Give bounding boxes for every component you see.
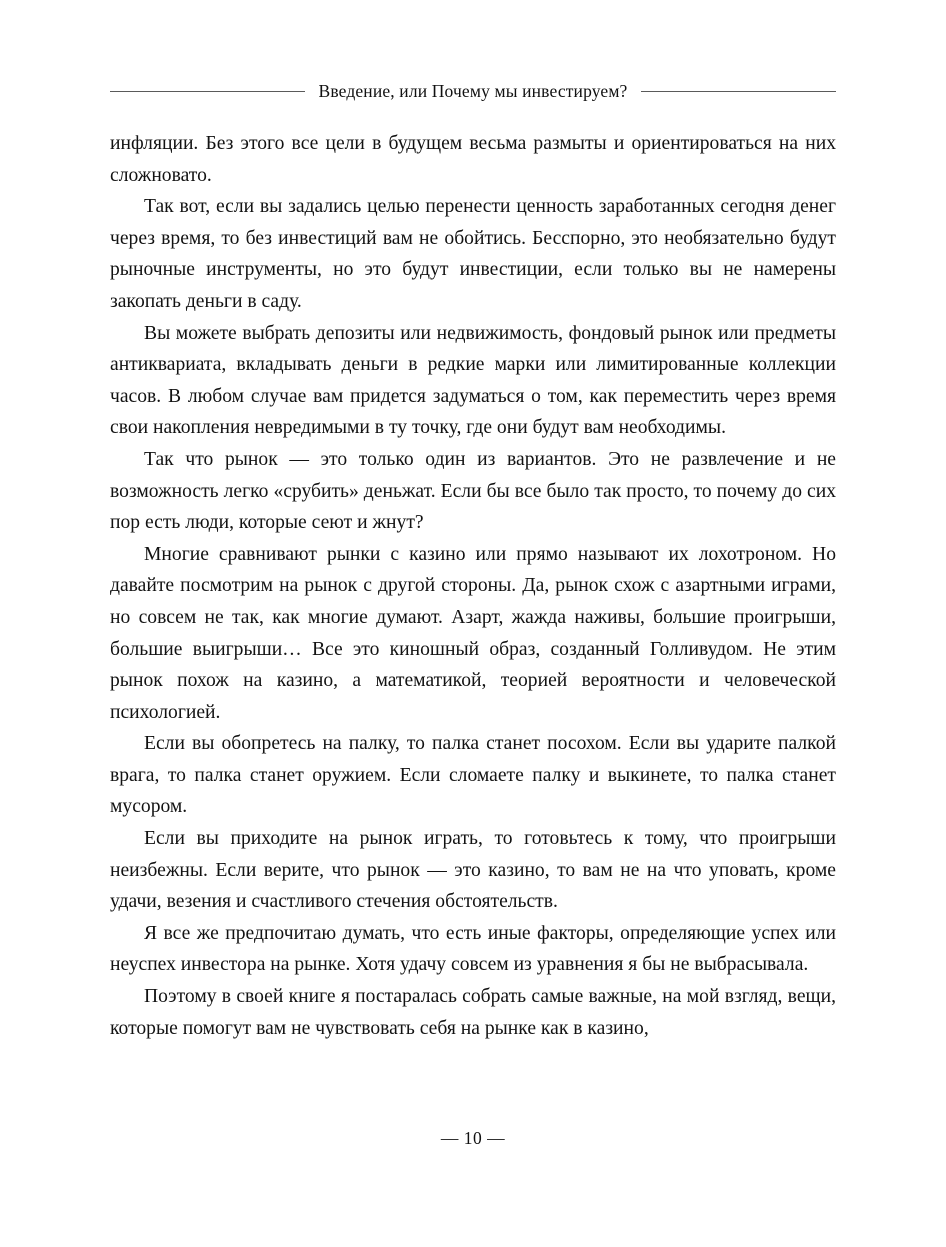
page-body bbox=[110, 128, 836, 1044]
body-paragraph: Поэтому в своей книге я постаралась собрать самые важные, на мой взгляд, вещи, которые помогут вам не чувствовать себя на рынке как в казино, bbox=[110, 986, 836, 1039]
body-paragraph: Так что рынок — это только один из вариантов. Это не развлечение и не возможность легко «срубить» деньжат. Если бы все было так просто, то почему до сих пор есть люди, которые сеют и жнут? bbox=[110, 448, 836, 534]
page-header bbox=[110, 78, 836, 104]
page-number: — 10 — bbox=[440, 1128, 506, 1148]
body-paragraph: инфляции. Без этого все цели в будущем весьма размыты и ориентироваться на них сложновато. bbox=[110, 133, 836, 186]
body-paragraph: Если вы приходите на рынок играть, то готовьтесь к тому, что проигрыши неизбежны. Если верите, что рынок — это казино, то вам не на что уповать, кроме удачи, везения и счастливого стечения обстоятельств. bbox=[110, 828, 836, 913]
header-rule-right bbox=[641, 91, 836, 92]
body-paragraph: Вы можете выбрать депозиты или недвижимость, фондовый рынок или предметы антиквариата, вкладывать деньги в редкие марки или лимитированные коллекции часов. В любом случае вам придется задуматься о том, как переместить через время свои накопления невредимыми в ту точку, где они будут вам необходимы. bbox=[110, 322, 836, 439]
header-rule-left bbox=[110, 91, 305, 92]
body-paragraph: Если вы обопретесь на палку, то палка станет посохом. Если вы ударите палкой врага, то палка станет оружием. Если сломаете палку и выкинете, то палка станет мусором. bbox=[110, 733, 836, 818]
body-paragraph: Так вот, если вы задались целью перенести ценность заработанных сегодня денег через время, то без инвестиций вам не обойтись. Бесспорно, это необязательно будут рыночные инструменты, но это будут инвестиции, если только вы не намерены закопать деньги в саду. bbox=[110, 196, 836, 312]
body-paragraph: Я все же предпочитаю думать, что есть иные факторы, определяющие успех или неуспех инвестора на рынке. Хотя удачу совсем из уравнения я бы не выбрасывала. bbox=[110, 922, 836, 976]
body-paragraph: Многие сравнивают рынки с казино или прямо называют их лохотроном. Но давайте посмотрим на рынок с другой стороны. Да, рынок схож с азартными играми, но совсем не так, как многие думают. Азарт, жажда наживы, большие проигрыши, большие выигрыши… Все это киношный образ, созданный Голливудом. Не этим рынок похож на казино, а математикой, теорией вероятности и человеческой психологией. bbox=[110, 543, 836, 723]
running-title: Введение, или Почему мы инвестируем? bbox=[318, 80, 628, 101]
